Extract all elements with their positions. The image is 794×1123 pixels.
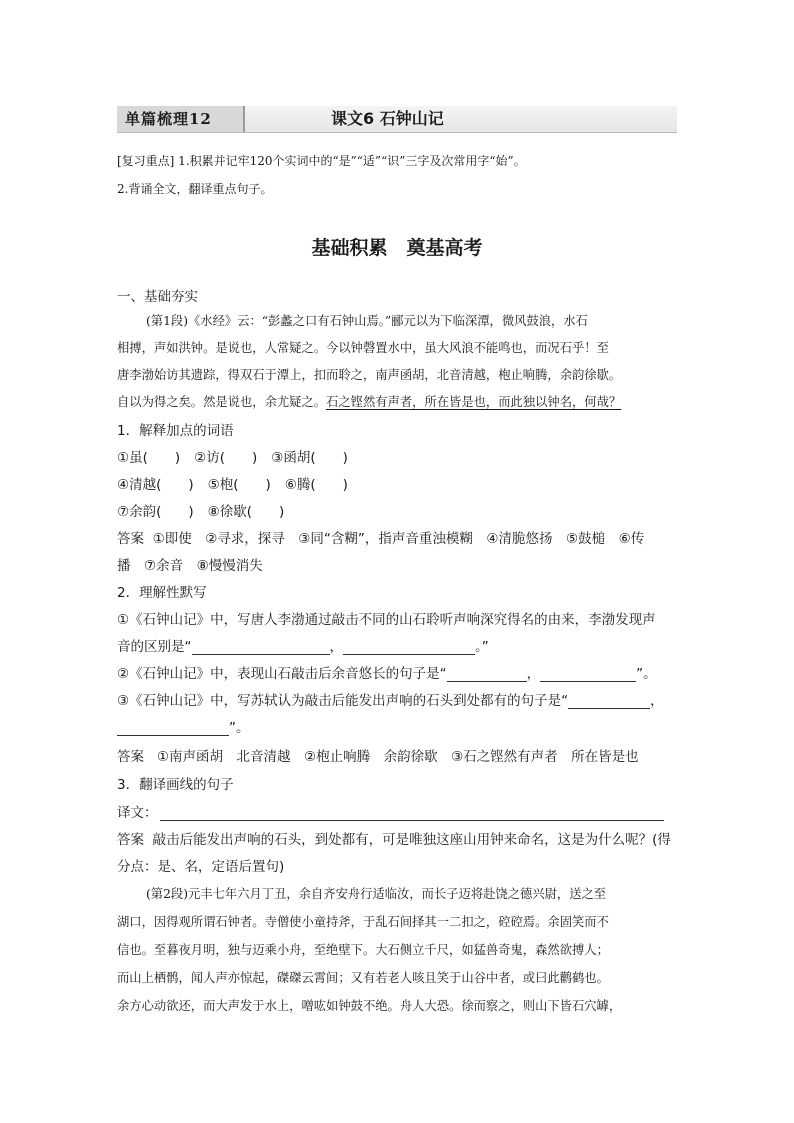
q1-row1: [117, 446, 348, 466]
translation-blank[interactable]: [160, 806, 664, 821]
section-header-bar: [117, 106, 677, 133]
fill-blank[interactable]: [192, 640, 330, 655]
para1-line1: (第1段)《水经》云：“彭蠡之口有石钟山焉。”郦元以为下临深潭，微风鼓浪，水石: [146, 314, 588, 328]
q1-item: ③函胡( ): [271, 450, 348, 466]
q1-item: ②访( ): [194, 450, 258, 466]
q2-item3-suffix: ”。: [229, 720, 250, 736]
q3-answer-text: 敲击后能发出声响的石头，到处都有，可是唯独这座山用钟来命名，这是为什么呢？(得: [152, 832, 671, 848]
para1-line4-text: 自以为得之矣。然是说也，余尤疑之。: [117, 395, 327, 409]
q2-item2: [117, 662, 657, 682]
q2-item3-prefix: ③《石钟山记》中，写苏轼认为敲击后能发出声响的石头到处都有的句子是“: [117, 693, 569, 709]
q2-item1-prefix: 音的区别是“: [117, 639, 192, 655]
para1-underlined-sentence: 石之铿然有声者，所在皆是也，而此独以钟名，何哉？: [326, 395, 622, 409]
q1-row2: [117, 473, 348, 493]
q2-item1-suffix: 。”: [475, 639, 489, 655]
para2-line1: (第2段)元丰七年六月丁丑，余自齐安舟行适临汝，而长子迈将赴饶之德兴尉，送之至: [146, 887, 607, 901]
q2-item3-line2: [117, 716, 250, 736]
q2-item2-sep: ，: [526, 666, 541, 682]
main-section-title: 基础积累 奠基高考: [311, 237, 483, 259]
para1-line3: 唐李渤始访其遗踪，得双石于潭上，扣而聆之，南声函胡，北音清越，枹止响腾，余韵徐歇。: [117, 368, 622, 382]
translation-label: 译文：: [117, 805, 158, 821]
answer-label: 答案: [117, 832, 144, 848]
q2-item1-line1: ①《石钟山记》中，写唐人李渤通过敲击不同的山石聆听声响深究得名的由来，李渤发现声: [117, 612, 656, 628]
lesson-title: 课文6 石钟山记: [331, 109, 444, 128]
q1-item: ①虽( ): [117, 450, 181, 466]
q2-item3-line1: [117, 689, 664, 709]
fill-blank[interactable]: [568, 694, 650, 709]
fill-blank[interactable]: [540, 667, 636, 682]
q1-item: ④清越( ): [117, 477, 194, 493]
q1-item: ⑧徐歇( ): [207, 504, 285, 520]
q1-title: 1．解释加点的词语: [117, 423, 234, 439]
q1-answer-text: ①即使 ②寻求，探寻 ③同“含糊”，指声音重浊模糊 ④清脆悠扬 ⑤鼓槌 ⑥传: [152, 531, 645, 547]
section-tag: 单篇梳理12: [117, 106, 245, 132]
q2-answer: [117, 745, 639, 765]
part1-heading: 一、基础夯实: [117, 289, 198, 305]
q2-item1-sep: ，: [329, 639, 343, 655]
review-points-line2: 2.背诵全文，翻译重点句子。: [117, 182, 273, 196]
q2-item2-prefix: ②《石钟山记》中，表现山石敲击后余音悠长的句子是“: [117, 666, 447, 682]
q2-answer-text: ①南声函胡 北音清越 ②枹止响腾 余韵徐歇 ③石之铿然有声者 所在皆是也: [156, 749, 639, 765]
q3-answer-line2: 分点：是、名，定语后置句): [117, 859, 285, 875]
q1-answer-line2: 播 ⑦余音 ⑧慢慢消失: [117, 558, 263, 574]
fill-blank[interactable]: [447, 667, 527, 682]
para2-line5: 余方心动欲还，而大声发于水上，噌吰如钟鼓不绝。舟人大恐。徐而察之，则山下皆石穴罅，: [117, 999, 622, 1013]
fill-blank[interactable]: [343, 640, 475, 655]
q1-item: ⑦余韵( ): [117, 504, 194, 520]
answer-label: 答案: [117, 531, 144, 547]
para2-line2: 湖口，因得观所谓石钟者。寺僧使小童持斧，于乱石间择其一二扣之，硿硿焉。余固笑而不: [117, 915, 609, 929]
answer-label: 答案: [117, 749, 144, 765]
q3-title: 3．翻译画线的句子: [117, 777, 234, 793]
q1-answer-line1: [117, 527, 644, 547]
q1-row3: [117, 500, 284, 520]
q1-item: ⑥腾( ): [284, 477, 348, 493]
q2-item1-line2: [117, 635, 489, 655]
q1-item: ⑤枹( ): [207, 477, 271, 493]
para2-line4: 而山上栖鹘，闻人声亦惊起，磔磔云霄间；又有若老人咳且笑于山谷中者，或曰此鹳鹤也。: [117, 971, 609, 985]
para1-line4: [117, 392, 621, 410]
para1-line2: 相搏，声如洪钟。是说也，人常疑之。今以钟磬置水中，虽大风浪不能鸣也，而况石乎！至: [117, 341, 609, 355]
q3-translation-line: [117, 801, 664, 821]
fill-blank[interactable]: [117, 721, 229, 736]
q3-answer-line1: [117, 828, 671, 848]
q2-title: 2．理解性默写: [117, 585, 207, 601]
review-points-line1: [复习重点] 1.积累并记牢120个实词中的“是”“适”“识”三字及次常用字“始”。: [117, 154, 526, 168]
q2-item2-suffix: ”。: [636, 666, 657, 682]
para2-line3: 信也。至暮夜月明，独与迈乘小舟，至绝壁下。大石侧立千尺，如猛兽奇鬼，森然欲搏人；: [117, 943, 609, 957]
q2-item3-sep: ，: [650, 693, 664, 709]
